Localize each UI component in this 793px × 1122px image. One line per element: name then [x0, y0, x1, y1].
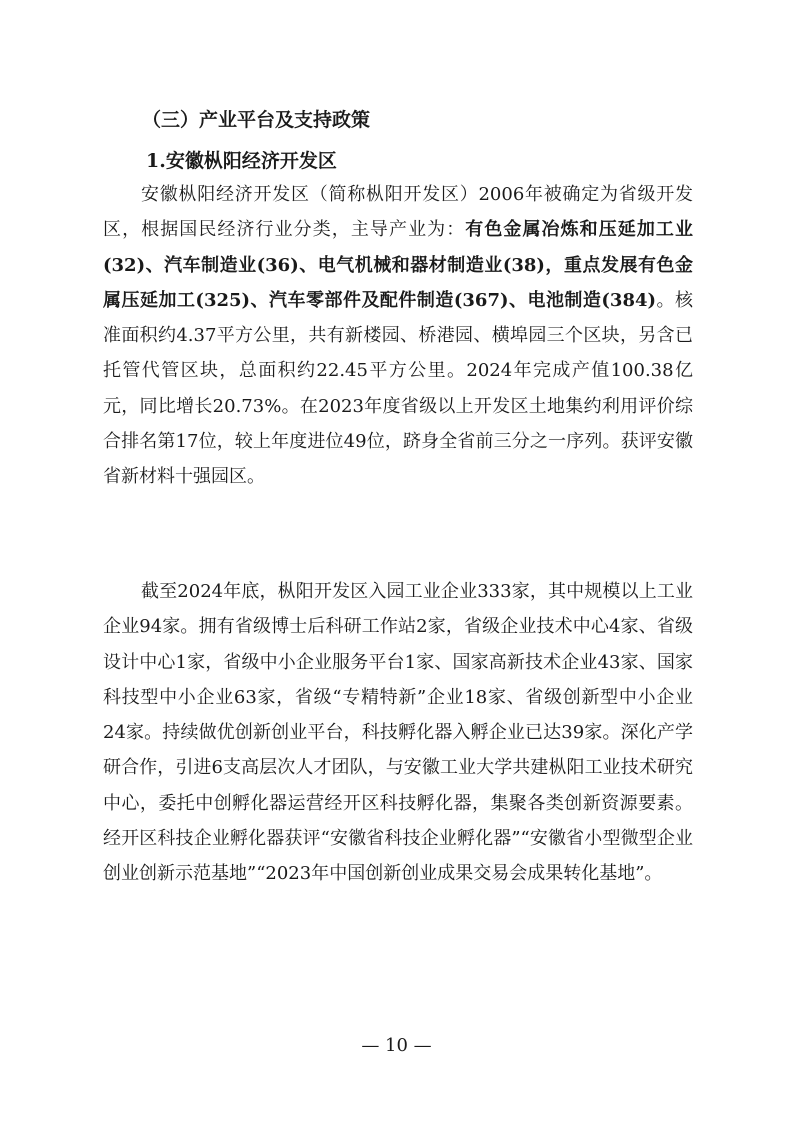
paragraph-rest-text: 。核准面积约4.37平方公里，共有新楼园、桥港园、横埠园三个区块，另含已托管代管区块，总面积约22.45平方公里。2024年完成产值100.38亿元，同比增长20.73%。在2023年度省级以上开发区土地集约利用评价综合排名第17位，较上年度进位49位，跻身全省前三分之一序列。获评安徽省新材料十强园区。	[103, 289, 693, 488]
paragraph-intro-text: 安徽枞阳经济开发区（简称枞阳开发区）2006年被确定为省级开发区，根据国民经济行业分类，主导产业为：	[103, 184, 693, 241]
paragraph-enterprises: 截至2024年底，枞阳开发区入园工业企业333家，其中规模以上工业企业94家。拥有省级博士后科研工作站2家，省级企业技术中心4家、省级设计中心1家，省级中小企业服务平台1家、国家高新技术企业43家、国家科技型中小企业63家，省级“专精特新”企业18家、省级创新型中小企业24家。持续做优创新创业平台，科技孵化器入孵企业已达39家。深化产学研合作，引进6支高层次人才团队，与安徽工业大学共建枞阳工业技术研究中心，委托中创孵化器运营经开区科技孵化器，集聚各类创新资源要素。经开区科技企业孵化器获评“安徽省科技企业孵化器”“安徽省小型微型企业创业创新示范基地”“2023年中国创新创业成果交易会成果转化基地”。	[103, 581, 693, 885]
leading-industries-text: 有色金属冶炼和压延加工业(32)、汽车制造业(36)、电气机械和器材制造业(38)，重点发展有色金属压延加工(325)、汽车零部件及配件制造(367)、电池制造(384)	[103, 219, 693, 311]
page-number: — 10 —	[361, 1035, 432, 1056]
section-heading: （三）产业平台及支持政策	[142, 109, 371, 131]
paragraph-zone-overview	[103, 177, 693, 495]
sub-heading: 1.安徽枞阳经济开发区	[146, 150, 337, 172]
